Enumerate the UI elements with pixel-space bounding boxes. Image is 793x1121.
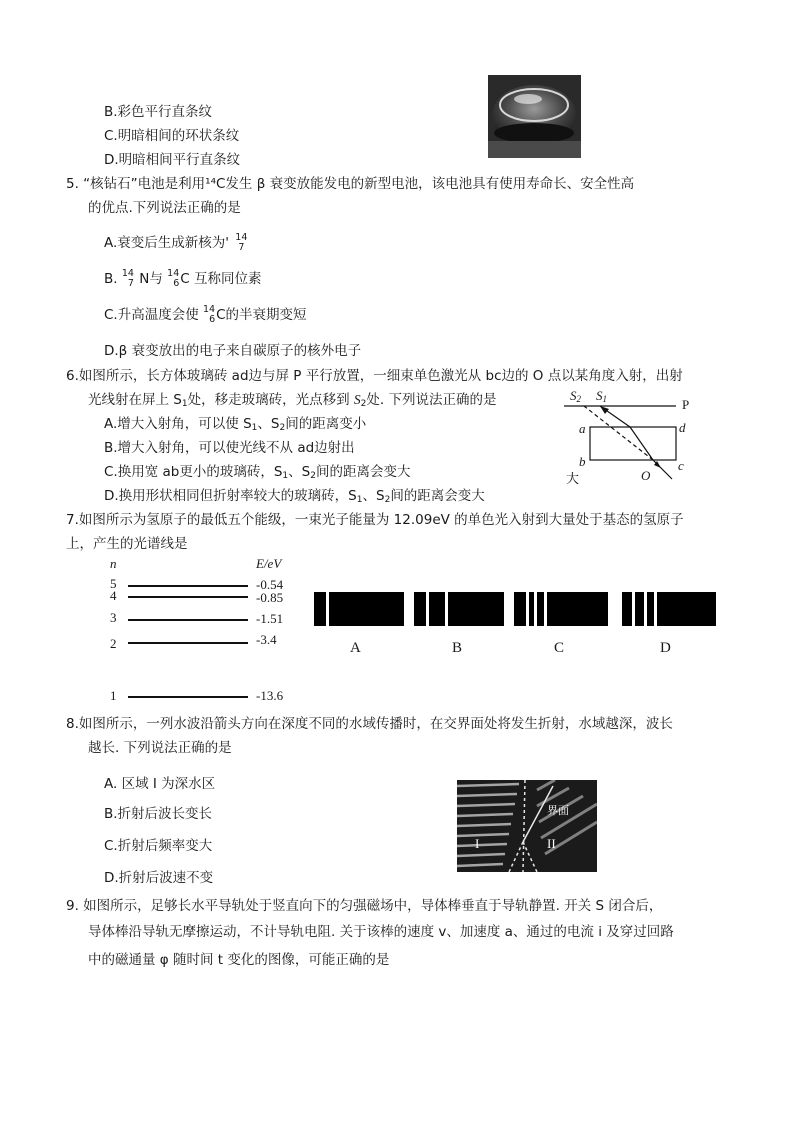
- q4-lens-photo: [488, 75, 581, 158]
- q5-option-a: A.衰变后生成新核为' 14 7: [104, 232, 248, 253]
- q7-n-axis-label: n: [110, 556, 117, 571]
- q6-fig-p-label: P: [682, 397, 690, 412]
- q4-option-d: D.明暗相间平行直条纹: [104, 152, 241, 168]
- q8-stem-line-1: 8.如图所示，一列水波沿箭头方向在深度不同的水域传播时，在交界面处将发生折射，水域越深，波长: [66, 716, 673, 732]
- q9-stem-line-2: 导体棒沿导轨无摩擦运动，不计导轨电阻. 关于该棒的速度 v、加速度 a、通过的电流 i 及穿过回路: [88, 924, 674, 940]
- q5-option-c: C.升高温度会使 14 6 C的半衰期变短: [104, 304, 307, 325]
- q8-fig-interface-label: 界面: [547, 804, 569, 817]
- q7-spectrum-d-line-3: [654, 592, 657, 626]
- q7-spectrum-a-line: [326, 592, 329, 626]
- q7-spectra-panel: [314, 592, 718, 626]
- q6-fig-s2-label: $S_2$: [570, 388, 581, 404]
- q5-stem-line-2: 的优点.下列说法正确的是: [88, 200, 241, 216]
- q6-fig-c-label: c: [678, 458, 684, 473]
- q6-fig-s1-label: $S_1$: [596, 388, 607, 404]
- q7-level-line-4: [128, 596, 248, 598]
- q7-spectrum-label-b: B: [452, 640, 463, 656]
- q7-level-n1: 1: [110, 688, 117, 703]
- q6-glass-diagram: [560, 388, 710, 494]
- q7-energy-axis-label: E/eV: [256, 556, 282, 571]
- q8-option-b: B.折射后波长变长: [104, 806, 213, 822]
- q5-stem-line-1: 5. “核钻石”电池是利用¹⁴C发生 β 衰变放能发电的新型电池，该电池具有使用寿命长、安全性高: [66, 176, 635, 192]
- q8-fig-region-2: II: [547, 836, 556, 851]
- q7-spectrum-label-d: D: [660, 640, 671, 656]
- q7-spectrum-d: [622, 592, 716, 626]
- q4-option-c: C.明暗相间的环状条纹: [104, 128, 240, 144]
- q6-fig-o-label: O: [641, 468, 651, 483]
- q7-level-line-5: [128, 585, 248, 587]
- q6-fig-a-label: a: [579, 421, 586, 436]
- q7-level-n5: 5: [110, 576, 117, 591]
- q7-level-e2: -3.4: [256, 632, 277, 647]
- q6-option-a: A.增大入射角，可以使 $S_1$、$S_2$间的距离变小: [104, 416, 367, 433]
- q7-level-e3: -1.51: [256, 611, 284, 626]
- q7-spectrum-label-a: A: [350, 640, 361, 656]
- q9-stem-line-1: 9. 如图所示，足够长水平导轨处于竖直向下的匀强磁场中，导体棒垂直于导轨静置. 开关 S 闭合后，: [66, 898, 663, 914]
- q7-stem-line-1: 7.如图所示为氢原子的最低五个能级，一束光子能量为 12.09eV 的单色光入射到大量处于基态的氢原子: [66, 512, 684, 528]
- q5-option-d: D.β 衰变放出的电子来自碳原子的核外电子: [104, 343, 362, 359]
- q8-water-wave-photo: [457, 780, 597, 872]
- q6-stem-line-1: 6.如图所示，长方体玻璃砖 ad边与屏 P 平行放置，一细束单色激光从 bc边的 O 点以某角度入射，出射: [66, 368, 683, 384]
- q7-level-e4: -0.85: [256, 590, 284, 605]
- q6-fig-d-label: d: [679, 420, 686, 435]
- q8-stem-line-2: 越长. 下列说法正确的是: [88, 740, 232, 756]
- q7-level-n2: 2: [110, 636, 117, 651]
- q8-option-c: C.折射后频率变大: [104, 838, 213, 854]
- q7-level-line-3: [128, 619, 248, 621]
- q5-option-b: B. 14 7 N与 14 6 C 互称同位素: [104, 268, 262, 289]
- q6-fig-da-mark: 大: [566, 472, 580, 487]
- q9-stem-line-3: 中的磁通量 φ 随时间 t 变化的图像，可能正确的是: [88, 952, 390, 968]
- q7-spectrum-label-c: C: [554, 640, 565, 656]
- q8-option-d: D.折射后波速不变: [104, 870, 214, 886]
- q7-level-line-1: [128, 696, 248, 698]
- q7-level-e5: -0.54: [256, 577, 284, 592]
- q7-level-line-2: [128, 642, 248, 644]
- q7-level-n4: 4: [110, 588, 117, 603]
- q8-option-a: A. 区域 I 为深水区: [104, 776, 216, 792]
- q7-energy-level-diagram: [104, 556, 304, 706]
- q8-fig-region-1: I: [475, 836, 480, 851]
- q6-stem-line-2: 光线射在屏上 $S_1$处，移走玻璃砖，光点移到 $S_2$处. 下列说法正确的是: [88, 392, 497, 409]
- q7-spectrum-d-line-2: [644, 592, 647, 626]
- q7-spectrum-c-line-1: [526, 592, 529, 626]
- q6-option-c: C.换用宽 ab更小的玻璃砖，$S_1$、$S_2$间的距离会变大: [104, 464, 411, 481]
- q6-option-b: B.增大入射角，可以使光线不从 ad边射出: [104, 440, 355, 456]
- q7-level-n3: 3: [110, 610, 117, 625]
- q7-spectrum-d-line-1: [632, 592, 635, 626]
- q6-option-d: D.换用形状相同但折射率较大的玻璃砖，$S_1$、$S_2$间的距离会变大: [104, 488, 485, 505]
- q7-level-e1: -13.6: [256, 688, 284, 703]
- q7-spectrum-c-line-2: [534, 592, 537, 626]
- q7-stem-line-2: 上，产生的光谱线是: [66, 536, 188, 552]
- q4-option-b: B.彩色平行直条纹: [104, 104, 213, 120]
- q7-spectrum-b-line-2: [445, 592, 448, 626]
- q6-fig-b-label: b: [579, 454, 586, 469]
- q7-spectrum-c-line-3: [544, 592, 547, 626]
- q7-spectrum-b-line-1: [426, 592, 429, 626]
